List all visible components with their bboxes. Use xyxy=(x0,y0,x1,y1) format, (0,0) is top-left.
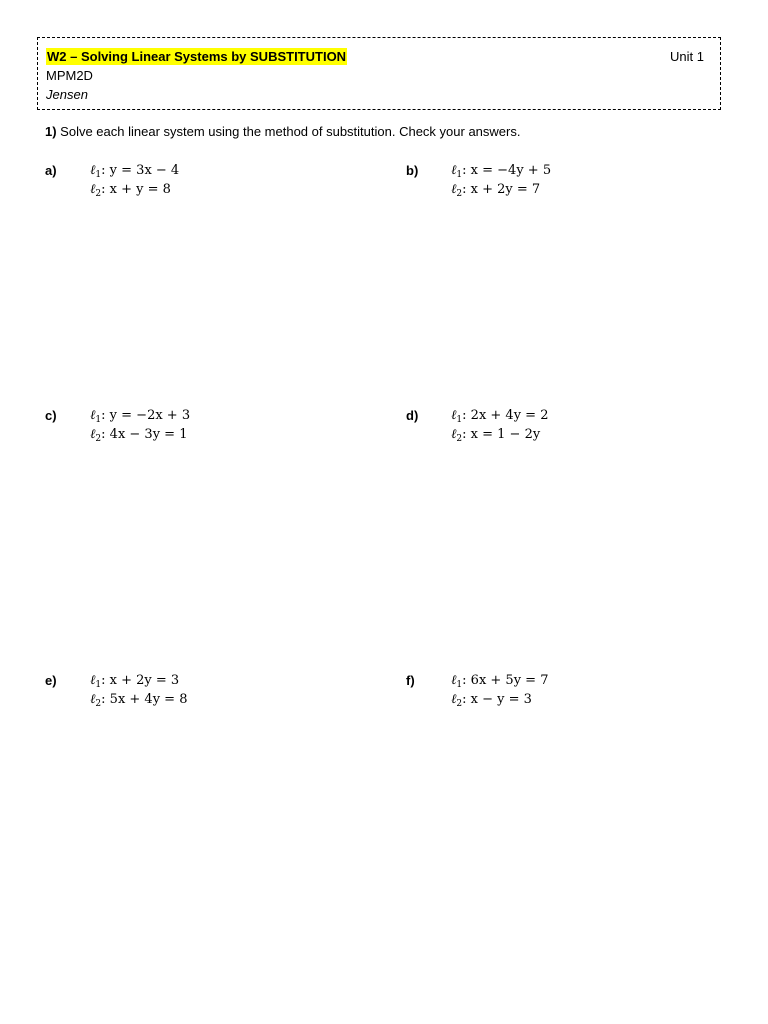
instruction xyxy=(45,123,520,140)
question-number: 1) xyxy=(45,124,57,139)
worksheet-title: W2 – Solving Linear Systems by SUBSTITUTION xyxy=(47,49,347,64)
problem-label: d) xyxy=(406,408,419,423)
equation-line-1: ℓ$_1$: y = 3x − 4 xyxy=(90,163,180,180)
problem-label: b) xyxy=(406,163,419,178)
problem-c xyxy=(45,407,345,449)
equation-line-1: ℓ$_1$: 6x + 5y = 7 xyxy=(451,673,549,690)
equation-line-1: ℓ$_1$: y = −2x + 3 xyxy=(90,408,191,425)
problem-d xyxy=(406,407,706,449)
equation-line-2: ℓ$_2$: x + 2y = 7 xyxy=(451,182,541,199)
instruction-text: Solve each linear system using the method of substitution. Check your answers. xyxy=(56,124,521,139)
equation-line-1: ℓ$_1$: x = −4y + 5 xyxy=(451,163,552,180)
equation-line-1: ℓ$_1$: 2x + 4y = 2 xyxy=(451,408,549,425)
equation-line-2: ℓ$_2$: x − y = 3 xyxy=(451,692,532,709)
problem-f xyxy=(406,672,706,714)
equation-line-2: ℓ$_2$: x = 1 − 2y xyxy=(451,427,541,444)
unit-label: Unit 1 xyxy=(670,49,704,64)
teacher-name: Jensen xyxy=(46,87,88,102)
problem-a xyxy=(45,162,345,204)
problem-e xyxy=(45,672,345,714)
equation-line-2: ℓ$_2$: 5x + 4y = 8 xyxy=(90,692,188,709)
problem-label: c) xyxy=(45,408,57,423)
problem-label: a) xyxy=(45,163,57,178)
header-box xyxy=(37,37,721,110)
problem-label: e) xyxy=(45,673,57,688)
equation-line-2: ℓ$_2$: x + y = 8 xyxy=(90,182,171,199)
equation-line-1: ℓ$_1$: x + 2y = 3 xyxy=(90,673,180,690)
equation-line-2: ℓ$_2$: 4x − 3y = 1 xyxy=(90,427,188,444)
problem-b xyxy=(406,162,706,204)
course-code: MPM2D xyxy=(46,68,93,83)
problem-label: f) xyxy=(406,673,415,688)
